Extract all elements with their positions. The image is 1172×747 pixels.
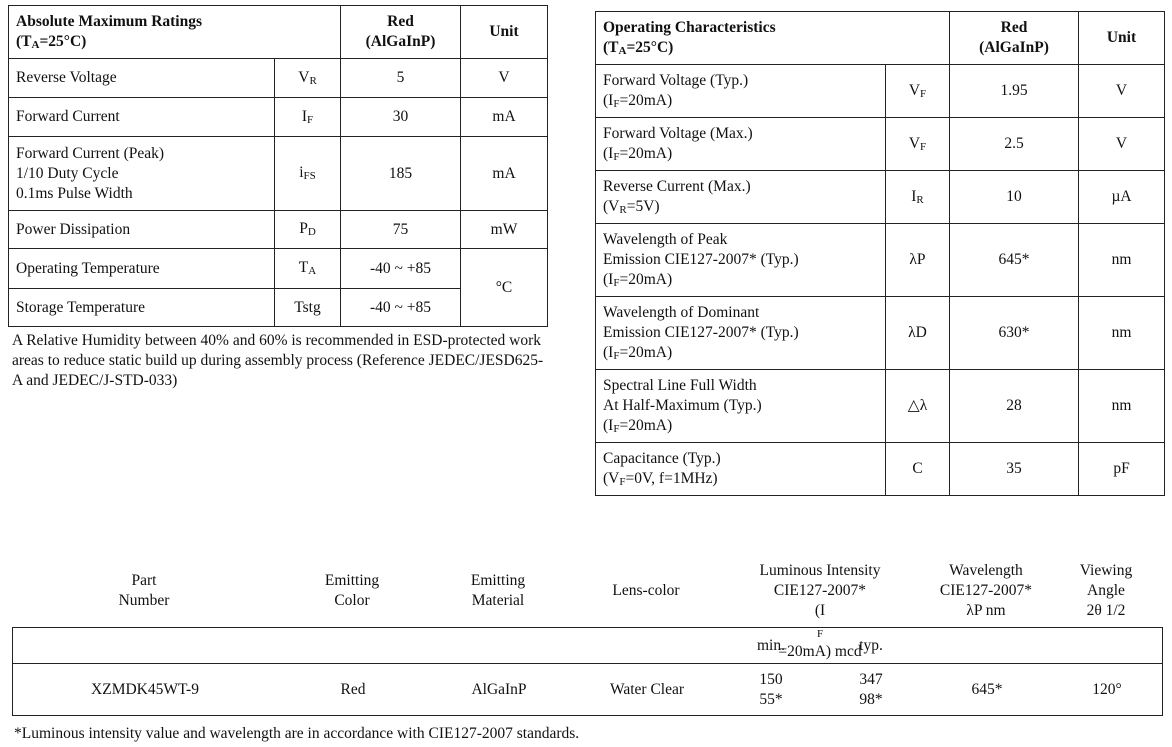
footnote: *Luminous intensity value and wavelength are in accordance with CIE127-2007 standards. — [14, 725, 580, 742]
oc-condition: $(I_F=20mA)$ — [603, 144, 673, 163]
amr-param: Forward Current (Peak) 1/10 Duty Cycle 0.1ms Pulse Width — [9, 137, 275, 211]
amr-row — [9, 59, 548, 98]
amr-value: -40 ~ +85 — [341, 289, 461, 327]
oc-unit: µA — [1079, 171, 1165, 224]
amr-param: Power Dissipation — [9, 211, 275, 249]
amr-param: Forward Current — [9, 98, 275, 137]
oc-param: Forward Voltage (Max.) $(I_F=20mA)$ — [596, 118, 886, 171]
oc-param: Forward Voltage (Typ.) $(I_F=20mA)$ — [596, 65, 886, 118]
amr-param: Operating Temperature — [9, 249, 275, 289]
amr-unit: mW — [461, 211, 548, 249]
amr-value: 75 — [341, 211, 461, 249]
oc-condition: $(V_R=5V)$ — [603, 197, 660, 216]
amr-row — [9, 249, 548, 289]
header-lens-color: Lens-color — [612, 582, 680, 599]
amr-param: Reverse Voltage — [9, 59, 275, 98]
oc-title: Operating Characteristics $(T_A=25^\circ C)$ — [596, 12, 950, 65]
oc-row — [596, 443, 1165, 496]
viewing-angle-value: 120° — [1092, 681, 1122, 698]
oc-value: 28 — [950, 370, 1079, 443]
amr-row — [9, 211, 548, 249]
luminous-typ-value: 347 98* — [859, 671, 883, 708]
amr-title: Absolute Maximum Ratings $(T_A=25^\circ C)$ — [9, 6, 341, 59]
oc-condition: $(I_F=20mA)$ — [603, 91, 673, 110]
amr-symbol: $i_{FS}$ — [275, 137, 341, 211]
oc-symbol: $V_F$ — [886, 65, 950, 118]
part-table-body — [12, 627, 1163, 716]
oc-value: 645* — [950, 224, 1079, 297]
part-number-value: XZMDK45WT-9 — [91, 681, 199, 698]
humidity-note: A Relative Humidity between 40% and 60% is recommended in ESD-protected work areas to reduce static build up during assembly process (Reference JEDEC/JESD625-A and JEDEC/J-STD-033) — [12, 332, 544, 389]
amr-title-line1: Absolute Maximum Ratings — [16, 12, 203, 30]
amr-row — [9, 98, 548, 137]
lens-color-value: Water Clear — [609, 681, 685, 698]
oc-col-unit: Unit — [1079, 12, 1165, 65]
amr-symbol: Tstg — [275, 289, 341, 327]
oc-unit: nm — [1079, 224, 1165, 297]
amr-param: Storage Temperature — [9, 289, 275, 327]
emitting-material-value: AlGaInP — [471, 681, 527, 698]
oc-unit: nm — [1079, 370, 1165, 443]
oc-row — [596, 65, 1165, 118]
subheader-min: min. — [757, 637, 785, 654]
emitting-color-value: Red — [340, 681, 366, 698]
header-emitting-color: Emitting Color — [324, 572, 380, 609]
oc-condition: $(I_F=20mA)$ — [603, 343, 673, 362]
oc-value: 1.95 — [950, 65, 1079, 118]
amr-symbol: $T_A$ — [275, 249, 341, 289]
oc-unit: nm — [1079, 297, 1165, 370]
header-luminous-intensity: Luminous Intensity CIE127-2007* (I $_F$ =20mA) mcd — [759, 562, 881, 660]
amr-col-red: Red (AlGaInP) — [341, 6, 461, 59]
oc-symbol: λP — [886, 224, 950, 297]
amr-unit: °C — [461, 249, 548, 327]
oc-symbol: △λ — [886, 370, 950, 443]
subheader-typ: typ. — [859, 637, 883, 654]
amr-unit: mA — [461, 98, 548, 137]
oc-col-red: Red (AlGaInP) — [950, 12, 1079, 65]
oc-unit: pF — [1079, 443, 1165, 496]
amr-value: 30 — [341, 98, 461, 137]
oc-param: Capacitance (Typ.) ($V_F=0V$, f=1MHz) — [596, 443, 886, 496]
header-emitting-material: Emitting Material — [470, 572, 526, 609]
oc-symbol: C — [886, 443, 950, 496]
amr-unit: mA — [461, 137, 548, 211]
amr-symbol: $V_R$ — [275, 59, 341, 98]
oc-symbol: $V_F$ — [886, 118, 950, 171]
luminous-min-value: 150 55* — [759, 671, 783, 708]
amr-value: 5 — [341, 59, 461, 98]
oc-param: Wavelength of Peak Emission CIE127-2007* (Typ.) $(I_F=20mA)$ — [596, 224, 886, 297]
oc-symbol: $I_R$ — [886, 171, 950, 224]
amr-value: -40 ~ +85 — [341, 249, 461, 289]
oc-value: 10 — [950, 171, 1079, 224]
operating-characteristics-table — [595, 11, 1165, 496]
absolute-maximum-ratings-table — [8, 5, 548, 327]
oc-row — [596, 118, 1165, 171]
amr-value: 185 — [341, 137, 461, 211]
header-wavelength: Wavelength CIE127-2007* λP nm — [939, 562, 1033, 619]
oc-value: 35 — [950, 443, 1079, 496]
part-table-divider — [13, 663, 1162, 664]
oc-value: 630* — [950, 297, 1079, 370]
oc-param: Reverse Current (Max.) $(V_R=5V)$ — [596, 171, 886, 224]
oc-unit: V — [1079, 65, 1165, 118]
oc-param: Wavelength of Dominant Emission CIE127-2007* (Typ.) $(I_F=20mA)$ — [596, 297, 886, 370]
oc-unit: V — [1079, 118, 1165, 171]
oc-row — [596, 297, 1165, 370]
oc-row — [596, 370, 1165, 443]
oc-condition: $(I_F=20mA)$ — [603, 270, 673, 289]
oc-value: 2.5 — [950, 118, 1079, 171]
oc-row — [596, 171, 1165, 224]
amr-symbol: $P_D$ — [275, 211, 341, 249]
amr-symbol: $I_F$ — [275, 98, 341, 137]
oc-param: Spectral Line Full Width At Half-Maximum (Typ.) $(I_F=20mA)$ — [596, 370, 886, 443]
oc-condition: ($V_F=0V$, f=1MHz) — [603, 469, 718, 488]
header-viewing-angle: Viewing Angle 2θ 1/2 — [1079, 562, 1133, 619]
header-part-number: Part Number — [118, 572, 170, 609]
wavelength-value: 645* — [971, 681, 1003, 698]
amr-unit: V — [461, 59, 548, 98]
oc-row — [596, 224, 1165, 297]
oc-condition: $(I_F=20mA)$ — [603, 416, 673, 435]
amr-row — [9, 137, 548, 211]
oc-symbol: λD — [886, 297, 950, 370]
amr-col-unit: Unit — [461, 6, 548, 59]
